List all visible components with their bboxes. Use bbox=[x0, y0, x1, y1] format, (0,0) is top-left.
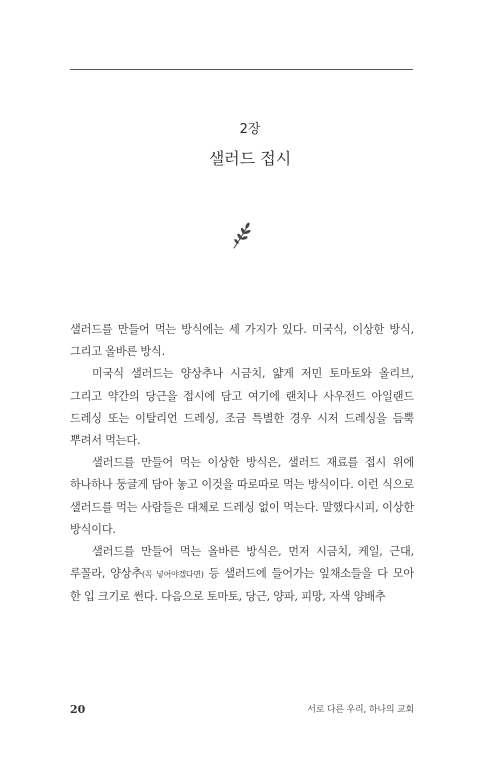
running-title: 서로 다른 우리, 하나의 교회 bbox=[307, 705, 414, 715]
page-number: 20 bbox=[70, 703, 86, 716]
paragraph-right-style bbox=[70, 541, 414, 609]
paragraph-intro: 샐러드를 만들어 먹는 방식에는 세 가지가 있다. 미국식, 이상한 방식, 그리고 올바른 방식. bbox=[70, 323, 414, 359]
paragraph-right-style-part1: 샐러드를 만들어 먹는 올바른 방식은, 먼저 시금치, 케일, 근대, 루꼴라, 양상추 bbox=[70, 545, 414, 581]
chapter-number: 2장 bbox=[239, 122, 261, 137]
paragraph-strange-style: 샐러드를 만들어 먹는 이상한 방식은, 샐러드 재료를 접시 위에 하나하나 둥글게 담아 놓고 이것을 따로따로 먹는 방식이다. 이런 식으로 샐러드를 먹는 사람들은 대체로 드레싱 없이 먹는다. 말했다시피, 이상한 방식이다. bbox=[70, 456, 414, 536]
body-text bbox=[70, 319, 414, 609]
paragraph-right-style-part2: 등 샐러드에 들어가는 잎채소들을 다 모아 한 입 크기로 썬다. 다음으로 토마토, 당근, 양파, 피망, 자색 양배추 bbox=[70, 567, 414, 604]
leaf-sprig-icon bbox=[231, 222, 253, 250]
paragraph-american-style: 미국식 샐러드는 양상추나 시금치, 얇게 저민 토마토와 올리브, 그리고 약간의 당근을 접시에 담고 여기에 랜치나 사우전드 아일랜드 드레싱 또는 이탈리언 드레싱, 조금 특별한 경우 시저 드레싱을 듬뿍 뿌려서 먹는다. bbox=[70, 367, 414, 448]
top-rule bbox=[70, 69, 413, 70]
chapter-title: 샐러드 접시 bbox=[208, 149, 292, 168]
parenthetical-note: (꼭 넣어야겠다면) bbox=[142, 570, 204, 580]
